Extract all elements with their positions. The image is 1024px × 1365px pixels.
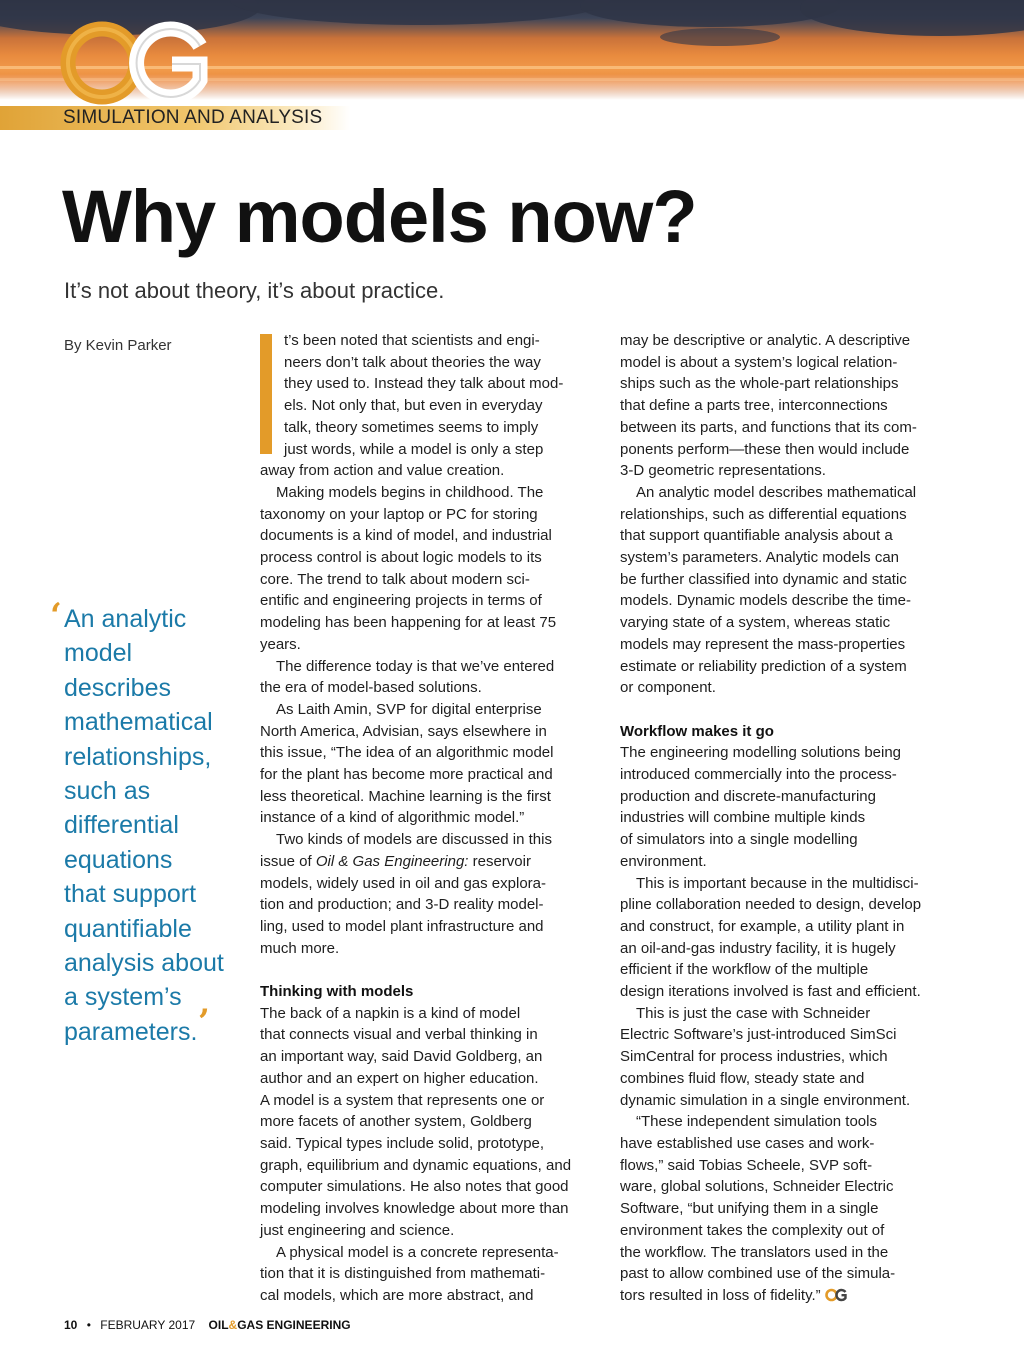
pull-quote-line: parameters. xyxy=(64,1017,198,1046)
body-text-line xyxy=(260,677,605,699)
paragraph-gap xyxy=(260,959,605,981)
magazine-name-part1: OIL xyxy=(208,1318,229,1332)
text: Making models begins in childhood. The xyxy=(276,483,544,501)
text: 3-D geometric representations. xyxy=(620,462,826,480)
text: may be descriptive or analytic. A descriptive xyxy=(620,332,911,349)
paragraph-gap xyxy=(620,699,965,721)
body-text-line xyxy=(620,1003,965,1025)
body-text-line xyxy=(260,395,605,417)
pull-quote-line: quantifiable xyxy=(64,914,192,943)
body-text-line xyxy=(260,525,605,547)
body-text-line xyxy=(260,721,605,743)
body-text-line xyxy=(620,1133,965,1155)
body-text-line xyxy=(260,656,605,678)
pull-quote-line: that support xyxy=(64,880,197,909)
pull-quote-line: such as xyxy=(64,777,151,806)
text: an oil-and-gas industry facility, it is hugely xyxy=(620,939,896,957)
body-text-line xyxy=(620,1046,965,1068)
text: tors resulted in loss of fidelity.” xyxy=(620,1286,821,1304)
body-text-line xyxy=(260,1090,605,1112)
text: ponents perform—these then would include xyxy=(620,440,910,458)
body-text-line xyxy=(620,851,965,873)
text: or component. xyxy=(620,679,716,697)
body-text-line xyxy=(260,569,605,591)
body-text-line xyxy=(620,460,965,482)
pull-quote-line: equations xyxy=(64,845,173,874)
magazine-name-amp: & xyxy=(228,1318,238,1332)
text: have established use cases and work- xyxy=(620,1135,875,1152)
text: relationships, such as differential equations xyxy=(620,505,907,523)
text: As Laith Amin, SVP for digital enterprise xyxy=(276,700,542,718)
body-text-line xyxy=(620,916,965,938)
text: they used to. Instead they talk about mod- xyxy=(284,375,564,393)
section-label-bar xyxy=(0,106,350,130)
text: industries will combine multiple kinds xyxy=(620,809,866,827)
text: environment takes the complexity out of xyxy=(620,1221,885,1239)
body-text-line xyxy=(620,525,965,547)
body-text-line xyxy=(620,1068,965,1090)
body-text-line xyxy=(260,439,605,461)
text: more facets of another system, Goldberg xyxy=(260,1113,532,1131)
text: instance of a kind of algorithmic model.” xyxy=(260,809,525,827)
body-text-line xyxy=(620,547,965,569)
text: taxonomy on your laptop or PC for storing xyxy=(260,505,538,523)
body-text-line xyxy=(620,1024,965,1046)
body-text-line xyxy=(260,612,605,634)
body-text-line xyxy=(620,1242,965,1264)
text: dynamic simulation in a single environment. xyxy=(620,1091,911,1109)
text: that support quantifiable analysis about a xyxy=(620,527,893,545)
text: efficient if the workflow of the multiple xyxy=(620,961,869,979)
page-footer xyxy=(64,1318,351,1332)
text: that connects visual and verbal thinking in xyxy=(260,1026,538,1044)
text: core. The trend to talk about modern sci- xyxy=(260,570,530,588)
footer-separator: • xyxy=(86,1318,91,1332)
text: environment. xyxy=(620,852,707,870)
body-text-line xyxy=(620,764,965,786)
body-text-line xyxy=(620,482,965,504)
body-text-line xyxy=(620,417,965,439)
body-text-line xyxy=(620,807,965,829)
text: talk, theory sometimes seems to imply xyxy=(284,418,539,436)
text: production and discrete-manufacturing xyxy=(620,787,876,805)
text: “These independent simulation tools xyxy=(636,1113,877,1131)
issue-date: FEBRUARY 2017 xyxy=(100,1318,196,1332)
body-text-line xyxy=(620,373,965,395)
body-text-line xyxy=(260,916,605,938)
text: SimCentral for process industries, which xyxy=(620,1048,888,1066)
text: An analytic model describes mathematical xyxy=(636,483,917,501)
text: and construct, for example, a utility plant in xyxy=(620,917,905,935)
og-logo-icon xyxy=(60,20,210,106)
body-text-line xyxy=(620,569,965,591)
subheading xyxy=(260,981,605,1003)
byline: By Kevin Parker xyxy=(64,337,172,354)
body-text-line xyxy=(620,1285,965,1307)
body-text-line xyxy=(620,938,965,960)
text: models. Dynamic models describe the time- xyxy=(620,592,911,610)
body-text-line xyxy=(620,612,965,634)
text: varying state of a system, whereas static xyxy=(620,614,891,632)
body-text-line xyxy=(260,634,605,656)
text: just engineering and science. xyxy=(260,1221,455,1239)
body-text-line xyxy=(260,1068,605,1090)
body-text-line xyxy=(620,1176,965,1198)
text: process control is about logic models to its xyxy=(260,549,542,567)
pull-quote-open-mark: ‘ xyxy=(50,596,62,636)
body-text-line xyxy=(620,656,965,678)
text: for the plant has become more practical and xyxy=(260,766,553,784)
body-text-line xyxy=(620,1090,965,1112)
body-text-line xyxy=(620,1263,965,1285)
body-text-line xyxy=(260,1198,605,1220)
text: be further classified into dynamic and static xyxy=(620,570,907,588)
body-text-line xyxy=(620,829,965,851)
text: The difference today is that we’ve entered xyxy=(276,657,555,675)
body-text-line xyxy=(260,460,605,482)
text: introduced commercially into the process- xyxy=(620,766,897,784)
text: of simulators into a single modelling xyxy=(620,831,858,849)
body-text-line xyxy=(260,1133,605,1155)
body-text-line xyxy=(620,1198,965,1220)
body-text-line xyxy=(620,1111,965,1133)
body-text-line xyxy=(620,1155,965,1177)
text: an important way, said David Goldberg, an xyxy=(260,1048,543,1066)
pull-quote-line: mathematical xyxy=(64,708,213,737)
text: this issue, “The idea of an algorithmic model xyxy=(260,744,554,762)
body-text-line xyxy=(260,547,605,569)
text: computer simulations. He also notes that good xyxy=(260,1178,569,1196)
text: less theoretical. Machine learning is the first xyxy=(260,787,551,805)
body-text-line xyxy=(260,373,605,395)
text: Thinking with models xyxy=(260,983,414,1001)
body-text-line xyxy=(620,1220,965,1242)
pull-quote-line: describes xyxy=(64,673,171,702)
pull-quote-line: a system’s xyxy=(64,983,182,1012)
text: ware, global solutions, Schneider Electric xyxy=(620,1178,894,1196)
text: pline collaboration needed to design, develop xyxy=(620,896,922,914)
body-text-line xyxy=(620,330,965,352)
body-text-line xyxy=(260,1176,605,1198)
body-text-line xyxy=(620,590,965,612)
body-text-line xyxy=(260,894,605,916)
text: modeling has been happening for at least 75 xyxy=(260,614,557,632)
pull-quote-line: An analytic xyxy=(64,605,187,633)
text: models, widely used in oil and gas explora- xyxy=(260,874,546,892)
text: between its parts, and functions that its com- xyxy=(620,418,917,436)
subheading xyxy=(620,721,965,743)
text: A model is a system that represents one or xyxy=(260,1091,545,1109)
text: models may represent the mass-properties xyxy=(620,635,906,653)
text: entific and engineering projects in terms of xyxy=(260,592,542,610)
body-text-line xyxy=(260,352,605,374)
text: tion that it is distinguished from mathemati- xyxy=(260,1265,546,1283)
body-text-line xyxy=(260,1285,605,1307)
pull-quote-line: relationships, xyxy=(64,742,212,771)
text: much more. xyxy=(260,939,340,957)
body-text-line xyxy=(260,590,605,612)
body-text-line xyxy=(620,634,965,656)
text: that define a parts tree, interconnections xyxy=(620,397,888,415)
text: said. Typical types include solid, prototype, xyxy=(260,1135,545,1152)
text: cal models, which are more abstract, and xyxy=(260,1286,534,1304)
pull-quote-line: model xyxy=(64,639,133,668)
text: design iterations involved is fast and efficient. xyxy=(620,983,921,1001)
text: system’s parameters. Analytic models can xyxy=(620,549,900,567)
text: author and an expert on higher education. xyxy=(260,1069,539,1087)
body-text-line xyxy=(260,504,605,526)
body-text-line xyxy=(260,482,605,504)
text: documents is a kind of model, and industrial xyxy=(260,527,552,545)
text: estimate or reliability prediction of a system xyxy=(620,657,907,675)
pull-quote-close-mark: ’ xyxy=(198,1002,210,1042)
text: combines fluid flow, steady state and xyxy=(620,1069,865,1087)
body-text-line xyxy=(620,742,965,764)
body-text-line xyxy=(260,873,605,895)
body-text-line xyxy=(620,894,965,916)
magazine-name xyxy=(209,1318,351,1332)
body-text-line xyxy=(260,1242,605,1264)
body-text-line xyxy=(620,677,965,699)
text: years. xyxy=(260,635,301,653)
text: The engineering modelling solutions being xyxy=(620,744,902,762)
text: just words, while a model is only a step xyxy=(284,440,544,458)
body-text-line xyxy=(260,1263,605,1285)
body-text-line xyxy=(260,851,605,873)
article-column-2 xyxy=(620,330,965,1307)
body-text-line xyxy=(620,504,965,526)
text: ling, used to model plant infrastructure and xyxy=(260,917,544,935)
article-title: Why models now? xyxy=(62,175,697,258)
text: This is just the case with Schneider xyxy=(636,1004,871,1022)
body-text-line xyxy=(260,1046,605,1068)
text: North America, Advisian, says elsewhere in xyxy=(260,722,547,740)
text: The back of a napkin is a kind of model xyxy=(260,1004,521,1022)
body-text-line xyxy=(260,786,605,808)
text: Two kinds of models are discussed in this xyxy=(276,831,552,849)
article-column-1 xyxy=(260,330,605,1307)
body-text-line xyxy=(260,417,605,439)
body-text-line xyxy=(260,938,605,960)
text: past to allow combined use of the simula- xyxy=(620,1265,896,1283)
text: Software, “but unifying them in a single xyxy=(620,1200,879,1218)
text: issue of Oil & Gas Engineering: reservoir xyxy=(260,852,531,870)
body-text-line xyxy=(260,807,605,829)
text: Electric Software’s just-introduced SimSci xyxy=(620,1026,897,1044)
text: els. Not only that, but even in everyday xyxy=(284,397,543,415)
body-text-line xyxy=(260,699,605,721)
text: flows,” said Tobias Scheele, SVP soft- xyxy=(620,1156,873,1174)
og-end-mark-icon xyxy=(825,1288,847,1302)
body-text-line xyxy=(620,395,965,417)
magazine-name-part2: GAS ENGINEERING xyxy=(237,1318,351,1332)
text: the workflow. The translators used in the xyxy=(620,1243,889,1261)
body-text-line xyxy=(620,981,965,1003)
text: the era of model-based solutions. xyxy=(260,679,482,697)
pull-quote-line: analysis about xyxy=(64,949,224,978)
text: modeling involves knowledge about more than xyxy=(260,1200,569,1218)
body-text-line xyxy=(260,764,605,786)
article-subtitle: It’s not about theory, it’s about practice. xyxy=(64,278,445,303)
body-text-line xyxy=(620,439,965,461)
body-text-line xyxy=(260,829,605,851)
body-text-line xyxy=(260,1155,605,1177)
text: This is important because in the multidisci- xyxy=(636,874,919,892)
text: ships such as the whole-part relationships xyxy=(620,375,899,393)
body-text-line xyxy=(620,352,965,374)
section-label: SIMULATION AND ANALYSIS xyxy=(63,107,323,128)
text: neers don’t talk about theories the way xyxy=(284,353,541,371)
body-text-line xyxy=(260,1003,605,1025)
text: tion and production; and 3-D reality model- xyxy=(260,896,544,914)
pull-quote-line: differential xyxy=(64,811,179,840)
body-text-line xyxy=(620,786,965,808)
body-text-line xyxy=(260,330,605,352)
pull-quote xyxy=(64,602,244,1049)
text: t’s been noted that scientists and engi- xyxy=(284,332,540,349)
text: model is about a system’s logical relation- xyxy=(620,353,898,371)
text: graph, equilibrium and dynamic equations, and xyxy=(260,1156,572,1174)
text: Workflow makes it go xyxy=(620,722,774,740)
body-text-line xyxy=(620,959,965,981)
body-text-line xyxy=(260,1220,605,1242)
body-text-line xyxy=(260,1111,605,1133)
body-text-line xyxy=(620,873,965,895)
body-text-line xyxy=(260,742,605,764)
body-text-line xyxy=(260,1024,605,1046)
page-number: 10 xyxy=(64,1318,78,1332)
text: A physical model is a concrete representa- xyxy=(276,1243,559,1261)
text: away from action and value creation. xyxy=(260,462,505,480)
